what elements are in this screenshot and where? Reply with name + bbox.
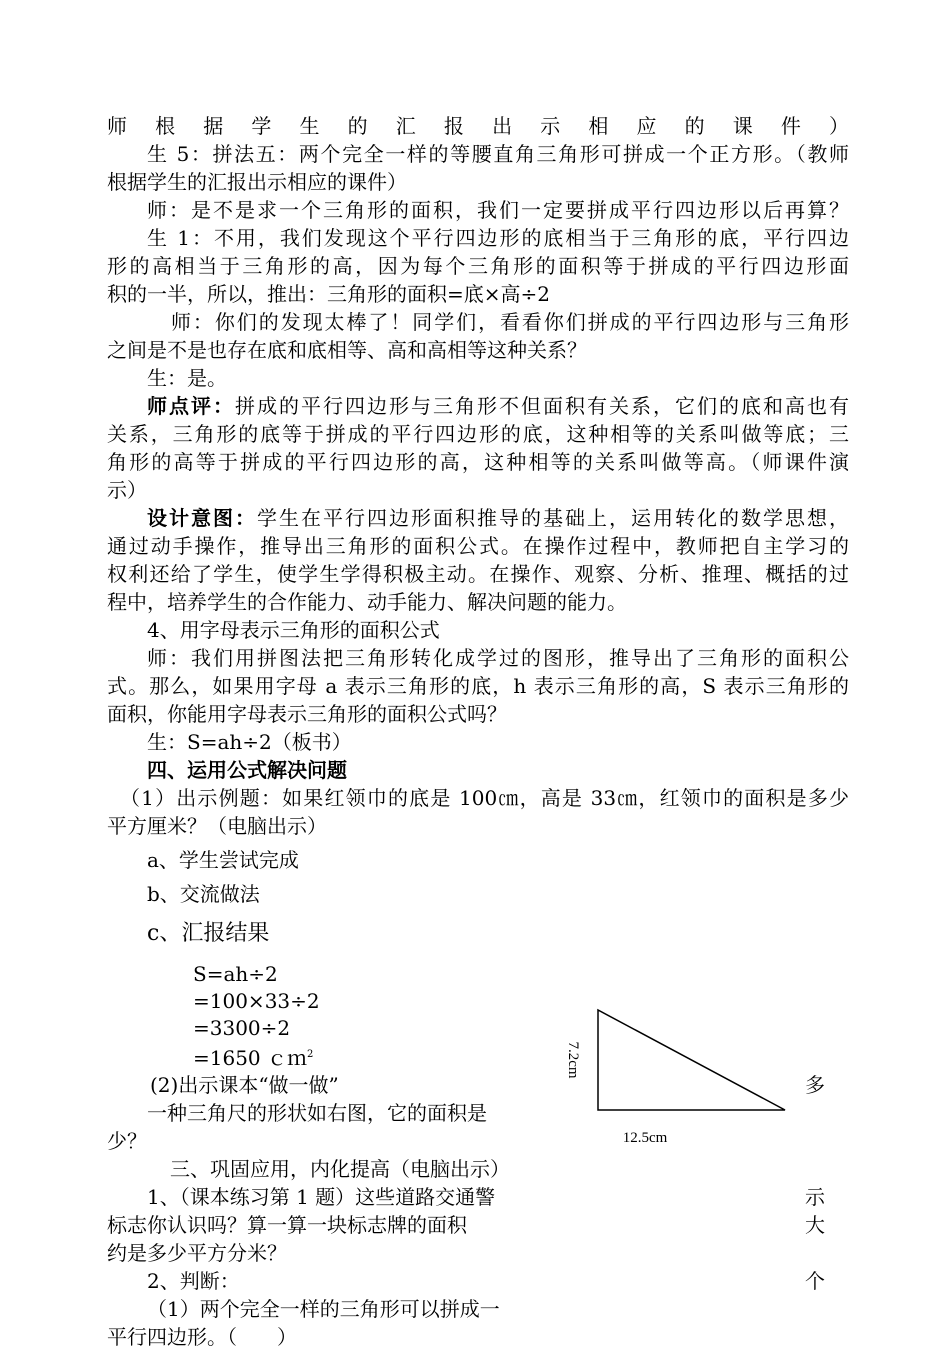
section-heading: 三、巩固应用，内化提高（电脑出示） xyxy=(170,1157,510,1181)
text-line: （1）出示例题：如果红领巾的底是 100㎝，高是 33㎝，红领巾的面积是多少 xyxy=(120,786,849,810)
right-column-char: 大 xyxy=(805,1213,825,1237)
height-label: 7.2cm xyxy=(565,1041,581,1079)
design-intent-text: 学生在平行四边形面积推导的基础上，运用转化的数学思想， xyxy=(257,506,849,530)
text-line: 师根据学生的汇报出示相应的课件） xyxy=(107,114,849,138)
text-line: 之间是不是也存在底和底相等、高和高相等这种关系？ xyxy=(107,338,587,362)
text-line: (2)出示课本“做一做” xyxy=(150,1073,339,1097)
text-line: c、汇报结果 xyxy=(147,921,270,946)
text-line: 式。那么，如果用字母 a 表示三角形的底，h 表示三角形的高，S 表示三角形的 xyxy=(107,674,849,698)
text-line: 示） xyxy=(107,478,147,502)
design-intent-line xyxy=(147,504,849,532)
text-line: 师：我们用拼图法把三角形转化成学过的图形，推导出了三角形的面积公 xyxy=(147,646,849,670)
text-line: 平行四边形。（ ） xyxy=(107,1325,297,1349)
text-line: 平方厘米？（电脑出示） xyxy=(107,814,327,838)
text-line: 2、判断： xyxy=(147,1269,240,1293)
formula-line: =100×33÷2 xyxy=(193,989,320,1013)
text-line: 积的一半，所以，推出：三角形的面积=底×高÷2 xyxy=(107,282,550,306)
text-line: 生 5：拼法五：两个完全一样的等腰直角三角形可拼成一个正方形。（教师 xyxy=(147,142,849,166)
superscript-two: 2 xyxy=(307,1049,314,1060)
text-line: 形的高相当于三角形的高，因为每个三角形的面积等于拼成的平行四边形面 xyxy=(107,254,849,278)
text-line: 程中，培养学生的合作能力、动手能力、解决问题的能力。 xyxy=(107,590,627,614)
text-line: 一种三角尺的形状如右图，它的面积是 xyxy=(147,1101,487,1125)
text-line: 师：是不是求一个三角形的面积，我们一定要拼成平行四边形以后再算？ xyxy=(147,198,849,222)
text-line: 师：你们的发现太棒了！同学们，看看你们拼成的平行四边形与三角形 xyxy=(171,310,849,334)
text-line: 1、（课本练习第 1 题）这些道路交通警 xyxy=(147,1185,496,1209)
design-intent-label: 设计意图： xyxy=(147,506,257,530)
text-line: b、交流做法 xyxy=(147,882,260,906)
text-line: 通过动手操作，推导出三角形的面积公式。在操作过程中，教师把自主学习的 xyxy=(107,534,849,558)
text-line: 角形的高等于拼成的平行四边形的高，这种相等的关系叫做等高。（师课件演 xyxy=(107,450,849,474)
formula-line: S=ah÷2 xyxy=(193,962,278,986)
text-line: a、学生尝试完成 xyxy=(147,848,299,872)
triangle-ruler-figure xyxy=(545,1000,805,1160)
text-line: 生 1：不用，我们发现这个平行四边形的底相当于三角形的底，平行四边 xyxy=(147,226,849,250)
text-line: （1）两个完全一样的三角形可以拼成一 xyxy=(147,1297,500,1321)
formula-result: =1650 ｃｍ xyxy=(193,1046,308,1070)
right-column-char: 个 xyxy=(805,1269,825,1293)
text-line: 生：是。 xyxy=(147,366,227,390)
right-column-char: 多 xyxy=(805,1073,825,1097)
text-line: 标志你认识吗？算一算一块标志牌的面积 xyxy=(107,1213,467,1237)
section-heading: 四、运用公式解决问题 xyxy=(147,758,347,782)
text-line: 生：S=ah÷2（板书） xyxy=(147,730,352,754)
right-column-char: 示 xyxy=(805,1185,825,1209)
text-line: 权利还给了学生，使学生学得积极主动。在操作、观察、分析、推理、概括的过 xyxy=(107,562,849,586)
text-line: 少？ xyxy=(107,1129,147,1153)
right-triangle xyxy=(598,1010,785,1110)
text-line: 面积，你能用字母表示三角形的面积公式吗？ xyxy=(107,702,507,726)
teacher-comment-line xyxy=(147,392,849,420)
section-heading: 4、用字母表示三角形的面积公式 xyxy=(147,618,440,642)
text-line: 约是多少平方分米？ xyxy=(107,1241,287,1265)
formula-line: =3300÷2 xyxy=(193,1016,291,1040)
base-label: 12.5cm xyxy=(622,1130,668,1146)
text-line: 关系，三角形的底等于拼成的平行四边形的底，这种相等的关系叫做等底；三 xyxy=(107,422,849,446)
teacher-comment-text: 拼成的平行四边形与三角形不但面积有关系，它们的底和高也有 xyxy=(235,394,849,418)
teacher-comment-label: 师点评： xyxy=(147,394,235,418)
text-line: 根据学生的汇报出示相应的课件） xyxy=(107,170,407,194)
